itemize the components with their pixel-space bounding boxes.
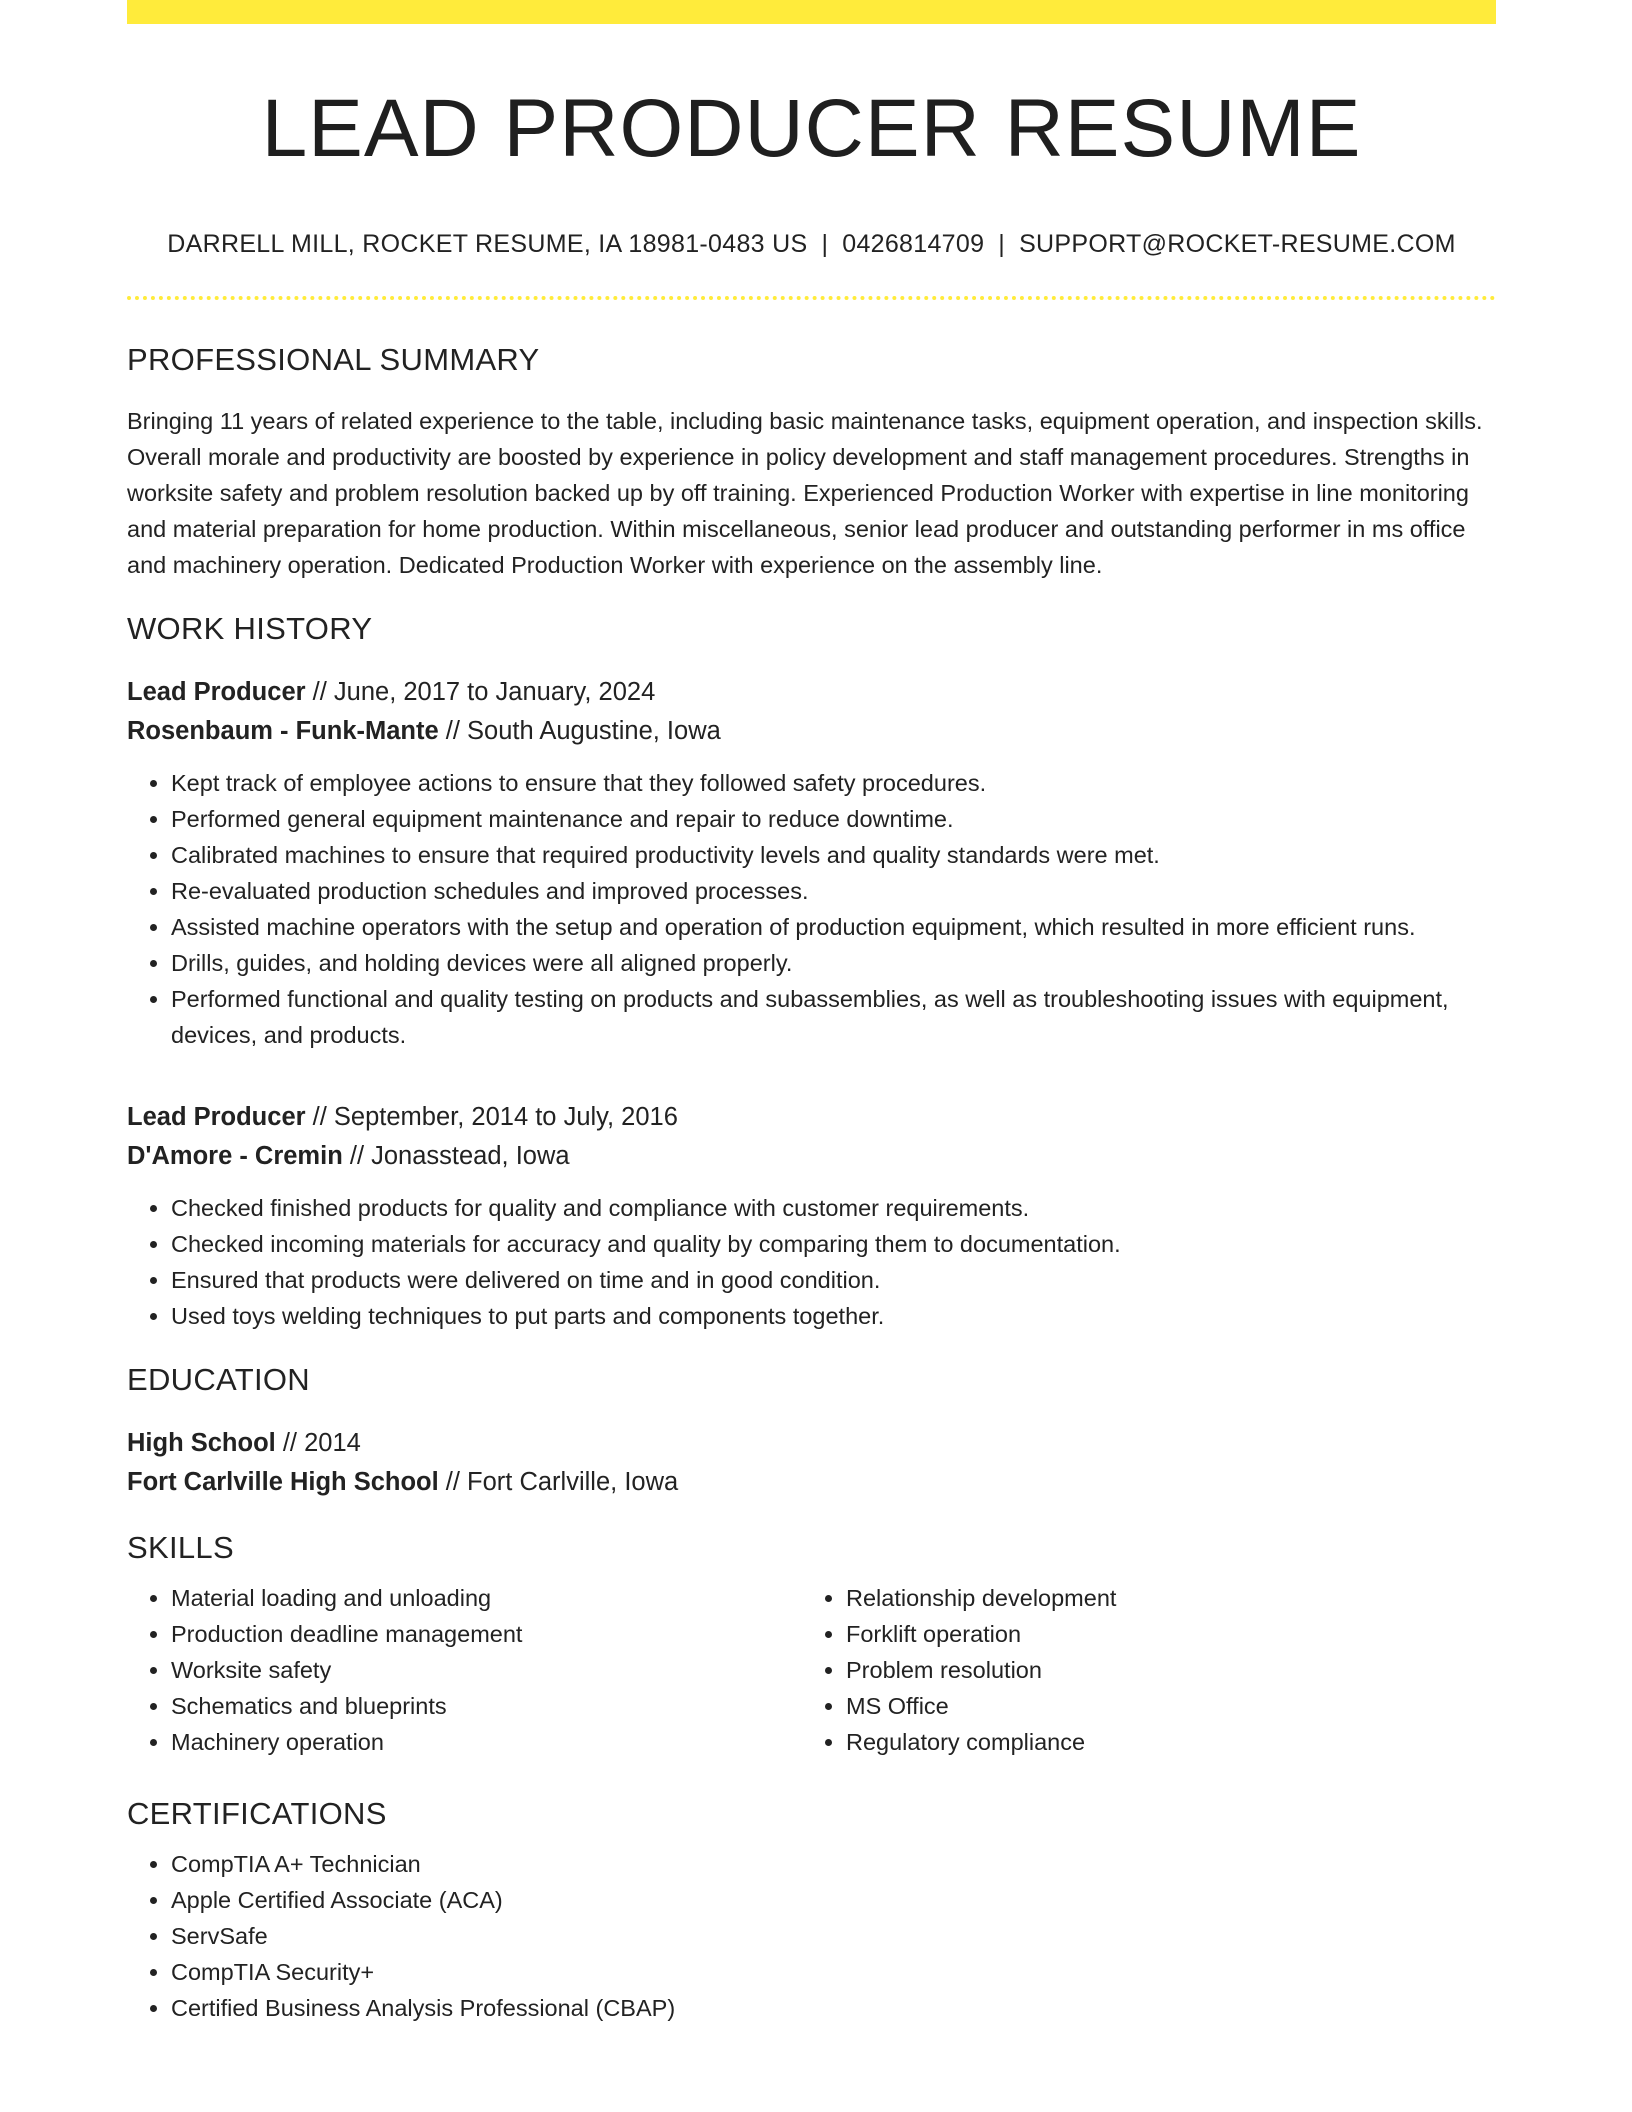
job-bullets: [127, 765, 1496, 1053]
list-item: • Production deadline management: [171, 1616, 802, 1652]
list-item: • Kept track of employee actions to ensure that they followed safety procedures.: [171, 765, 1496, 801]
job-title-line: [127, 673, 1496, 712]
list-item: • Schematics and blueprints: [171, 1688, 802, 1724]
job-company: D'Amore - Cremin: [127, 1142, 343, 1171]
list-item: • ServSafe: [171, 1918, 1496, 1954]
list-item: • Performed general equipment maintenance and repair to reduce downtime.: [171, 801, 1496, 837]
job-company-line: [127, 712, 1496, 751]
job-title: Lead Producer: [127, 1103, 306, 1132]
job-entry: [127, 1098, 1496, 1334]
skills-heading: SKILLS: [127, 1530, 234, 1566]
list-item: • Regulatory compliance: [846, 1724, 1116, 1760]
certifications-heading: CERTIFICATIONS: [127, 1796, 387, 1832]
job-title-line: [127, 1098, 1496, 1137]
list-item: • Performed functional and quality testing on products and subassemblies, as well as troubleshooting issues with equipment, devices, and products.: [171, 981, 1496, 1053]
education-degree: High School: [127, 1429, 276, 1458]
job-location: // Jonasstead, Iowa: [342, 1142, 570, 1171]
list-item: • CompTIA A+ Technician: [171, 1846, 1496, 1882]
job-entry: [127, 673, 1496, 1053]
contact-line: [127, 230, 1496, 259]
contact-separator: |: [998, 230, 1006, 259]
list-item: • Worksite safety: [171, 1652, 802, 1688]
work-history-heading: WORK HISTORY: [127, 611, 373, 647]
certifications-list: [127, 1846, 1496, 2026]
summary-text: Bringing 11 years of related experience to the table, including basic maintenance tasks, equipment operation, and inspection skills. Overall morale and productivity are boosted by experience in policy development and staff management procedures. Strengths in worksite safety and problem resolution backed up by off training. Experienced Production Worker with expertise in line monitoring and material preparation for home production. Within miscellaneous, senior lead producer and outstanding performer in ms office and machinery operation. Dedicated Production Worker with experience on the assembly line.: [127, 408, 1483, 579]
list-item: • Apple Certified Associate (ACA): [171, 1882, 1496, 1918]
education-degree-line: [127, 1424, 1496, 1463]
list-item: • Problem resolution: [846, 1652, 1116, 1688]
list-item: • Used toys welding techniques to put parts and components together.: [171, 1298, 1496, 1334]
job-company-line: [127, 1137, 1496, 1176]
list-item: • Material loading and unloading: [171, 1580, 802, 1616]
header-divider: [127, 296, 1496, 300]
education-location: // Fort Carlville, Iowa: [438, 1468, 679, 1497]
list-item: • Checked finished products for quality and compliance with customer requirements.: [171, 1190, 1496, 1226]
resume-page: [127, 0, 1496, 2026]
list-item: • Calibrated machines to ensure that required productivity levels and quality standards were met.: [171, 837, 1496, 873]
list-item: • MS Office: [846, 1688, 1116, 1724]
job-location: // South Augustine, Iowa: [438, 717, 721, 746]
job-bullets: [127, 1190, 1496, 1334]
list-item: • Relationship development: [846, 1580, 1116, 1616]
list-item: • Re-evaluated production schedules and improved processes.: [171, 873, 1496, 909]
list-item: • Forklift operation: [846, 1616, 1116, 1652]
skills-list-left: [127, 1580, 802, 1760]
summary-heading: PROFESSIONAL SUMMARY: [127, 342, 540, 378]
list-item: • Assisted machine operators with the setup and operation of production equipment, which resulted in more efficient runs.: [171, 909, 1496, 945]
job-dates: // September, 2014 to July, 2016: [305, 1103, 678, 1132]
list-item: • Ensured that products were delivered on time and in good condition.: [171, 1262, 1496, 1298]
list-item: • Certified Business Analysis Professional (CBAP): [171, 1990, 1496, 2026]
education-school-line: [127, 1463, 1496, 1502]
skills-column-right: [802, 1580, 1116, 1760]
list-item: • Machinery operation: [171, 1724, 802, 1760]
job-company: Rosenbaum - Funk-Mante: [127, 717, 439, 746]
skills-columns: [127, 1580, 1496, 1760]
contact-phone: 0426814709: [842, 230, 985, 259]
contact-separator: |: [821, 230, 829, 259]
contact-address: DARRELL MILL, ROCKET RESUME, IA 18981-0483 US: [167, 230, 808, 259]
skills-column-left: [127, 1580, 802, 1760]
education-year: // 2014: [275, 1429, 361, 1458]
skills-list-right: [802, 1580, 1116, 1760]
contact-email: SUPPORT@ROCKET-RESUME.COM: [1019, 230, 1456, 259]
job-dates: // June, 2017 to January, 2024: [305, 678, 656, 707]
education-entry: [127, 1424, 1496, 1502]
list-item: • CompTIA Security+: [171, 1954, 1496, 1990]
list-item: • Checked incoming materials for accuracy and quality by comparing them to documentation.: [171, 1226, 1496, 1262]
resume-title: LEAD PRODUCER RESUME: [261, 83, 1362, 174]
job-title: Lead Producer: [127, 678, 306, 707]
education-school: Fort Carlville High School: [127, 1468, 439, 1497]
list-item: • Drills, guides, and holding devices were all aligned properly.: [171, 945, 1496, 981]
education-heading: EDUCATION: [127, 1362, 310, 1398]
top-accent-bar: [127, 0, 1496, 24]
